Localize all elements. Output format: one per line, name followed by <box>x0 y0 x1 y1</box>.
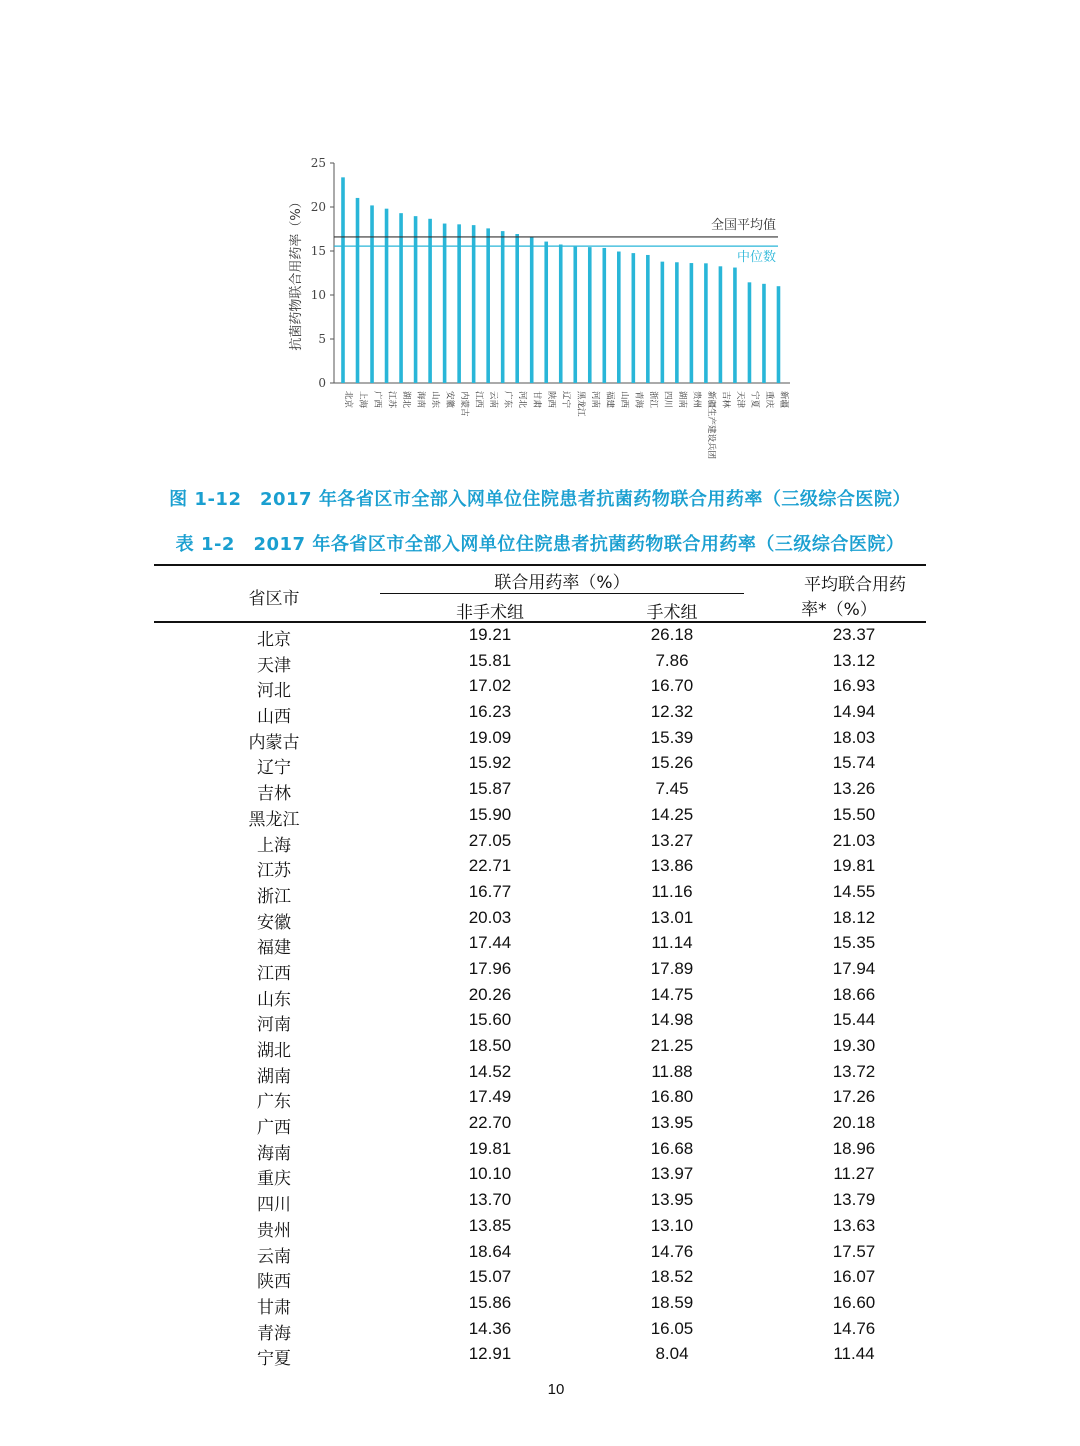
cell-average: 16.93 <box>832 676 876 696</box>
cell-average: 17.26 <box>832 1087 876 1107</box>
bar <box>341 177 345 383</box>
cell-region: 宁夏 <box>257 1349 291 1370</box>
table-row <box>154 726 926 752</box>
table-row <box>154 1162 926 1188</box>
y-tick-label: 0 <box>318 376 326 390</box>
cell-region: 辽宁 <box>257 758 291 779</box>
x-tick-label: 浙江 <box>647 391 658 409</box>
cell-region: 云南 <box>257 1246 291 1267</box>
figure-caption: 图 1-12 2017 年各省区市全部入网单位住院患者抗菌药物联合用药率（三级综合医院） <box>169 489 911 510</box>
cell-non-surgical: 15.81 <box>468 650 512 670</box>
table-row <box>154 829 926 855</box>
cell-non-surgical: 27.05 <box>468 830 512 850</box>
table-row <box>154 1214 926 1240</box>
x-tick-label: 上海 <box>357 391 368 409</box>
x-tick-label: 重庆 <box>763 391 774 409</box>
cell-region: 浙江 <box>257 886 291 907</box>
header-average-line1: 平均联合用药 <box>804 575 906 595</box>
cell-surgical: 18.59 <box>650 1292 694 1312</box>
table-row <box>154 649 926 675</box>
y-tick-label: 10 <box>310 288 326 302</box>
cell-non-surgical: 18.50 <box>468 1036 512 1055</box>
cell-non-surgical: 17.96 <box>468 958 512 978</box>
cell-non-surgical: 14.52 <box>468 1061 512 1081</box>
cell-surgical: 13.27 <box>650 830 694 850</box>
bar <box>588 247 592 383</box>
cell-average: 23.37 <box>832 625 876 644</box>
cell-average: 13.12 <box>832 650 876 670</box>
bar <box>457 224 461 383</box>
x-tick-label: 安徽 <box>444 391 455 409</box>
cell-non-surgical: 16.77 <box>468 881 512 901</box>
cell-surgical: 13.95 <box>650 1113 694 1133</box>
cell-average: 14.55 <box>832 881 876 901</box>
table-row <box>154 906 926 932</box>
cell-average: 14.94 <box>832 702 876 722</box>
x-tick-label: 山西 <box>618 391 629 409</box>
cell-non-surgical: 19.81 <box>468 1138 512 1158</box>
y-tick-label: 25 <box>310 156 326 170</box>
table-row <box>154 700 926 726</box>
cell-average: 11.27 <box>833 1164 875 1184</box>
y-tick-label: 15 <box>310 244 326 258</box>
bar <box>501 231 505 383</box>
cell-region: 广西 <box>257 1118 291 1139</box>
x-tick-label: 湖南 <box>676 391 687 409</box>
bar <box>661 262 665 383</box>
bar <box>486 228 490 383</box>
bar <box>646 255 650 383</box>
bar <box>762 284 766 383</box>
cell-surgical: 11.88 <box>651 1061 693 1081</box>
cell-surgical: 13.97 <box>650 1164 694 1184</box>
cell-average: 13.79 <box>832 1190 876 1210</box>
cell-region: 河南 <box>257 1015 291 1036</box>
cell-region: 内蒙古 <box>248 732 300 753</box>
x-tick-label: 吉林 <box>720 391 731 409</box>
bar <box>544 242 548 383</box>
cell-surgical: 7.45 <box>655 779 689 799</box>
x-tick-label: 青海 <box>633 391 644 409</box>
cell-region: 甘肃 <box>257 1297 291 1318</box>
x-tick-label: 海南 <box>415 391 426 409</box>
cell-surgical: 14.98 <box>650 1010 694 1030</box>
cell-average: 16.60 <box>832 1292 876 1312</box>
cell-average: 16.07 <box>832 1267 876 1287</box>
bar <box>704 263 708 383</box>
cell-non-surgical: 19.09 <box>468 727 512 747</box>
cell-region: 重庆 <box>257 1169 291 1190</box>
table-row <box>154 803 926 829</box>
table-row <box>154 1291 926 1317</box>
page-number: 10 <box>547 1381 565 1398</box>
table-row <box>154 1111 926 1137</box>
bar <box>472 225 476 383</box>
cell-region: 青海 <box>257 1323 291 1344</box>
cell-surgical: 21.25 <box>650 1036 694 1055</box>
cell-average: 17.57 <box>832 1241 876 1261</box>
cell-region: 黑龙江 <box>248 809 300 830</box>
cell-surgical: 13.95 <box>650 1190 694 1210</box>
cell-surgical: 8.04 <box>655 1344 689 1364</box>
bar <box>530 237 534 383</box>
bar <box>399 213 403 383</box>
bar <box>428 219 432 383</box>
bar <box>777 286 781 383</box>
cell-surgical: 18.52 <box>650 1267 694 1287</box>
table-group-rule <box>380 593 744 594</box>
bar <box>675 262 679 383</box>
cell-non-surgical: 17.44 <box>468 933 512 953</box>
cell-surgical: 15.26 <box>650 753 694 773</box>
x-tick-label: 山东 <box>430 391 441 409</box>
cell-average: 18.03 <box>832 727 876 747</box>
cell-average: 19.81 <box>832 856 876 876</box>
cell-non-surgical: 15.07 <box>468 1267 512 1287</box>
table-row <box>154 623 926 649</box>
cell-region: 河北 <box>257 681 291 702</box>
table-row <box>154 1240 926 1266</box>
cell-average: 18.66 <box>832 984 876 1004</box>
cell-region: 湖南 <box>257 1066 291 1087</box>
cell-surgical: 16.05 <box>650 1318 694 1338</box>
cell-non-surgical: 15.92 <box>468 753 512 773</box>
y-tick-label: 5 <box>318 332 326 346</box>
cell-surgical: 14.76 <box>650 1241 694 1261</box>
cell-average: 13.72 <box>832 1061 876 1081</box>
cell-average: 20.18 <box>832 1113 876 1133</box>
cell-non-surgical: 13.85 <box>468 1215 512 1235</box>
bar <box>748 282 752 383</box>
x-tick-label: 江西 <box>473 391 484 409</box>
table-row <box>154 777 926 803</box>
bar <box>573 247 577 383</box>
cell-surgical: 15.39 <box>650 727 694 747</box>
cell-average: 13.26 <box>832 779 876 799</box>
cell-surgical: 16.80 <box>650 1087 694 1107</box>
cell-surgical: 16.68 <box>650 1138 694 1158</box>
x-tick-label: 四川 <box>662 391 673 409</box>
cell-average: 18.12 <box>832 907 876 927</box>
cell-non-surgical: 15.60 <box>468 1010 512 1030</box>
table-row <box>154 1188 926 1214</box>
y-tick-label: 20 <box>310 200 326 214</box>
table-row <box>154 1034 926 1060</box>
cell-surgical: 13.01 <box>650 907 694 927</box>
cell-average: 19.30 <box>832 1036 876 1055</box>
table-body <box>154 623 926 1368</box>
x-tick-label: 河南 <box>589 391 600 409</box>
reference-label: 中位数 <box>736 250 776 266</box>
x-tick-label: 广西 <box>372 391 383 409</box>
table-row <box>154 751 926 777</box>
x-tick-label: 云南 <box>488 391 499 409</box>
x-tick-label: 陕西 <box>546 391 557 409</box>
header-average-line2: 率*（%） <box>801 600 877 620</box>
cell-region: 福建 <box>257 938 291 959</box>
bar <box>632 253 636 383</box>
cell-region: 海南 <box>257 1143 291 1164</box>
cell-region: 湖北 <box>257 1041 291 1061</box>
cell-average: 21.03 <box>832 830 876 850</box>
cell-non-surgical: 12.91 <box>468 1344 512 1364</box>
cell-surgical: 16.70 <box>650 676 694 696</box>
header-surgical: 手术组 <box>646 603 698 623</box>
cell-non-surgical: 14.36 <box>468 1318 512 1338</box>
cell-region: 江西 <box>257 963 291 984</box>
cell-non-surgical: 20.26 <box>468 984 512 1004</box>
cell-region: 上海 <box>257 835 291 856</box>
bar-chart <box>270 140 810 480</box>
cell-surgical: 11.14 <box>651 933 693 953</box>
cell-average: 11.44 <box>833 1344 875 1364</box>
cell-non-surgical: 17.49 <box>468 1087 512 1107</box>
cell-non-surgical: 20.03 <box>468 907 512 927</box>
x-tick-label: 江苏 <box>386 391 397 409</box>
cell-non-surgical: 10.10 <box>468 1164 512 1184</box>
table-row <box>154 1008 926 1034</box>
header-non-surgical: 非手术组 <box>456 603 524 623</box>
cell-non-surgical: 15.90 <box>468 804 512 824</box>
cell-surgical: 14.75 <box>650 984 694 1004</box>
x-tick-label: 福建 <box>604 391 615 409</box>
cell-surgical: 13.10 <box>650 1215 694 1235</box>
bar <box>690 263 694 383</box>
cell-region: 安徽 <box>257 912 291 933</box>
cell-surgical: 12.32 <box>650 702 694 722</box>
x-tick-label: 贵州 <box>691 391 702 409</box>
cell-region: 吉林 <box>257 784 291 805</box>
cell-average: 13.63 <box>832 1215 876 1235</box>
cell-region: 江苏 <box>257 861 291 882</box>
table-top-rule <box>154 564 926 566</box>
x-tick-label: 天津 <box>734 391 745 409</box>
table-caption: 表 1-2 2017 年各省区市全部入网单位住院患者抗菌药物联合用药率（三级综合医院） <box>175 534 905 555</box>
header-region: 省区市 <box>248 589 300 609</box>
table-row <box>154 880 926 906</box>
cell-average: 17.94 <box>832 958 876 978</box>
bar <box>733 268 737 383</box>
cell-surgical: 17.89 <box>650 958 694 978</box>
cell-non-surgical: 22.70 <box>468 1113 512 1133</box>
cell-non-surgical: 15.87 <box>468 779 512 799</box>
table-row <box>154 957 926 983</box>
x-tick-label: 辽宁 <box>560 391 571 409</box>
cell-average: 14.76 <box>832 1318 876 1338</box>
bar <box>617 252 621 383</box>
cell-surgical: 14.25 <box>650 804 694 824</box>
x-tick-label: 湖北 <box>401 391 412 409</box>
bar <box>385 209 389 383</box>
cell-region: 贵州 <box>257 1220 291 1241</box>
bar <box>356 198 360 383</box>
cell-non-surgical: 15.86 <box>468 1292 512 1312</box>
cell-non-surgical: 17.02 <box>468 676 512 696</box>
bar <box>602 248 606 383</box>
cell-surgical: 11.16 <box>651 881 693 901</box>
cell-region: 四川 <box>257 1195 291 1216</box>
table-row <box>154 854 926 880</box>
table-row <box>154 1137 926 1163</box>
cell-non-surgical: 18.64 <box>468 1241 512 1261</box>
bar <box>559 244 563 383</box>
cell-non-surgical: 13.70 <box>468 1190 512 1210</box>
cell-surgical: 7.86 <box>655 650 689 670</box>
cell-surgical: 26.18 <box>650 625 694 644</box>
cell-average: 18.96 <box>832 1138 876 1158</box>
reference-label: 全国平均值 <box>710 217 776 233</box>
cell-average: 15.44 <box>832 1010 876 1030</box>
cell-region: 山东 <box>257 989 291 1010</box>
bar <box>414 216 418 383</box>
table-row <box>154 931 926 957</box>
bar <box>370 205 374 383</box>
x-tick-label: 新疆 <box>778 391 789 409</box>
cell-non-surgical: 16.23 <box>468 702 512 722</box>
x-tick-label: 河北 <box>517 391 528 409</box>
table-row <box>154 1317 926 1343</box>
x-tick-label: 内蒙古 <box>459 391 470 417</box>
bar <box>515 234 519 383</box>
x-tick-label: 黑龙江 <box>575 391 586 417</box>
cell-region: 陕西 <box>257 1272 291 1293</box>
table-row <box>154 674 926 700</box>
cell-average: 15.74 <box>832 753 876 773</box>
cell-non-surgical: 19.21 <box>468 625 512 644</box>
cell-average: 15.35 <box>832 933 876 953</box>
x-tick-label: 广东 <box>502 391 513 409</box>
x-tick-label: 北京 <box>343 391 353 409</box>
cell-surgical: 13.86 <box>650 856 694 876</box>
cell-region: 山西 <box>257 707 291 728</box>
header-group: 联合用药率（%） <box>494 573 630 593</box>
cell-region: 广东 <box>257 1092 291 1113</box>
x-tick-label: 宁夏 <box>749 391 760 409</box>
cell-region: 北京 <box>257 630 291 650</box>
table-row <box>154 1265 926 1291</box>
x-tick-label: 新疆生产建设兵团 <box>705 391 716 460</box>
bar <box>719 266 723 383</box>
table-row <box>154 1342 926 1368</box>
bar <box>443 224 447 383</box>
table-row <box>154 1060 926 1086</box>
x-tick-label: 甘肃 <box>531 391 542 409</box>
y-axis-label: 抗菌药物联合用药率（%） <box>289 195 304 351</box>
cell-non-surgical: 22.71 <box>468 856 512 876</box>
cell-average: 15.50 <box>832 804 876 824</box>
cell-region: 天津 <box>257 655 291 676</box>
table-row <box>154 983 926 1009</box>
table-row <box>154 1085 926 1111</box>
